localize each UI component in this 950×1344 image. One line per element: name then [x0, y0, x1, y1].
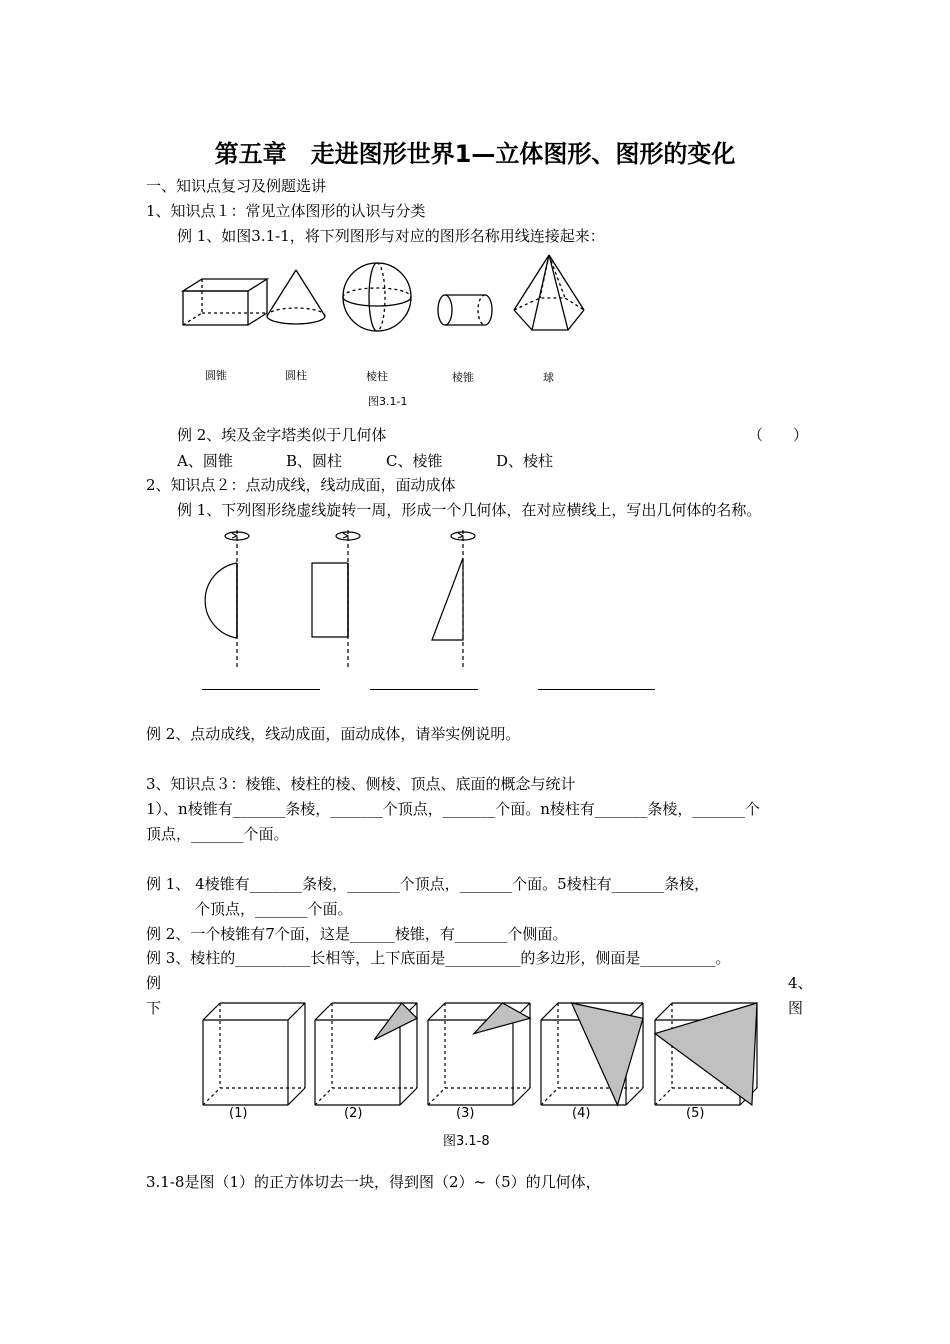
- cube-label-5: (5): [686, 1106, 705, 1121]
- kp3-example-1a: 例 1、 4棱锥有_______条棱，_______个顶点，_______个面。5棱柱有_______条棱，: [146, 875, 710, 893]
- label-cone: 圆锥: [205, 369, 227, 382]
- label-pyramid: 棱锥: [452, 371, 474, 384]
- kp3-example-4-right-2: 图: [788, 999, 804, 1017]
- label-cylinder: 圆柱: [285, 369, 307, 382]
- cut-face-2: [374, 1003, 417, 1040]
- cube-label-3: (3): [456, 1106, 475, 1121]
- cube-label-1: (1): [229, 1106, 248, 1121]
- cube-label-2: (2): [344, 1106, 363, 1121]
- kp3-example-1b: 个顶点，_______个面。: [195, 900, 353, 918]
- kp3-example-2: 例 2、一个棱锥有7个面，这是______棱锥，有_______个侧面。: [146, 925, 568, 943]
- kp3-question-1b: 顶点，_______个面。: [146, 825, 289, 843]
- kp2-heading: 2、知识点２：点动成线，线动成面，面动成体: [146, 476, 456, 494]
- cut-face-4: [572, 1003, 643, 1105]
- option-d: D、棱柱: [496, 452, 554, 470]
- kp1-example-2: 例 2、埃及金字塔类似于几何体: [177, 426, 387, 444]
- cut-face-3: [474, 1003, 530, 1034]
- kp1-example-1: 例 1、如图3.1-1，将下列图形与对应的图形名称用线连接起来：: [177, 227, 605, 245]
- figure-caption-1: 图3.1-1: [368, 395, 408, 408]
- kp3-example-4-right-1: 4、: [788, 974, 813, 992]
- answer-paren: （ ）: [748, 426, 809, 444]
- kp3-heading: 3、知识点３：棱锥、棱柱的棱、侧棱、顶点、底面的概念与统计: [146, 775, 576, 793]
- cube-label-4: (4): [572, 1106, 591, 1121]
- kp3-example-4-left-2: 下: [146, 999, 162, 1017]
- option-b: B、圆柱: [286, 452, 343, 470]
- label-sphere: 球: [543, 371, 554, 384]
- kp3-example-3: 例 3、棱柱的__________长相等，上下底面是__________的多边形，侧面是__________。: [146, 949, 731, 967]
- option-a: A、圆锥: [177, 452, 233, 470]
- figure-caption-2: 图3.1-8: [443, 1134, 490, 1149]
- cut-face-5: [655, 1003, 757, 1105]
- kp3-question-1a: 1）、n棱锥有_______条棱，_______个顶点，_______个面。n棱柱有_______条棱，_______个: [146, 800, 760, 818]
- kp3-example-4-left-1: 例: [146, 974, 162, 992]
- option-c: C、棱锥: [386, 452, 443, 470]
- page-title: 第五章 走进图形世界1—立体图形、图形的变化: [214, 140, 736, 168]
- kp2-example-1: 例 1、下列图形绕虚线旋转一周，形成一个几何体，在对应横线上，写出几何体的名称。: [177, 501, 762, 519]
- final-paragraph: 3.1-8是图（1）的正方体切去一块，得到图（2）~（5）的几何体，: [146, 1173, 601, 1191]
- kp1-heading: 1、知识点１：常见立体图形的认识与分类: [146, 202, 426, 220]
- section-heading: 一、知识点复习及例题选讲: [146, 177, 327, 195]
- label-prism: 棱柱: [366, 370, 388, 383]
- kp2-example-2: 例 2、点动成线，线动成面，面动成体，请举实例说明。: [146, 725, 521, 743]
